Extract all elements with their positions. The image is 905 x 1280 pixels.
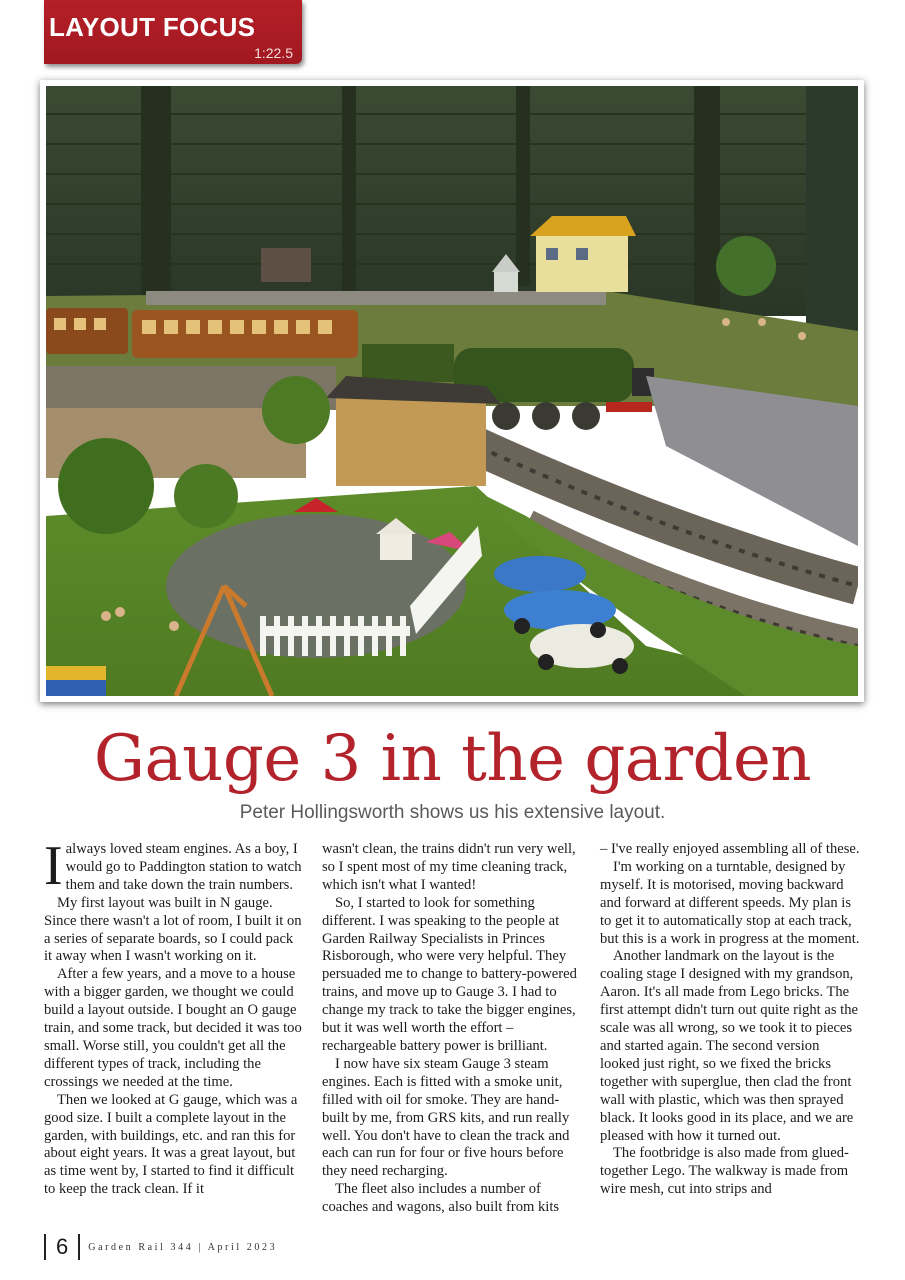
drop-cap: I: [44, 835, 63, 897]
page-number: 6: [56, 1234, 69, 1259]
paragraph: I'm working on a turntable, designed by myself. It is motorised, moving backward and forward at different speeds. My plan is to get it to automatically stop at each track, but this is a work in progress at the moment.: [600, 858, 860, 947]
paragraph: I now have six steam Gauge 3 steam engines. Each is fitted with a smoke unit, filled with oil for smoke. They are hand-built by me, from GRS kits, and run really well. You don't have to clean the track and each can run for four or five hours before they need recharging.: [322, 1055, 570, 1180]
page-footer: [44, 1232, 277, 1262]
paragraph: wasn't clean, the trains didn't run very well, so I spent most of my time cleaning track, which isn't what I wanted!: [322, 841, 576, 893]
article-standfirst: Peter Hollingsworth shows us his extensive layout.: [239, 802, 666, 823]
layout-photo: [40, 80, 864, 702]
paragraph: Then we looked at G gauge, which was a good size. I built a complete layout in the garden, with buildings, etc. and ran this for about eight years. It was a great layout, but as time went by, I started to find it difficult to keep the track clean. If it: [44, 1091, 298, 1198]
text-column-2: [322, 841, 582, 1217]
garden-railway-photo-icon: [46, 86, 858, 696]
paragraph: The footbridge is also made from glued-together Lego. The walkway is made from wire mesh, cut into strips and: [600, 1145, 849, 1198]
scale-label: 1:22.5: [254, 45, 293, 61]
paragraph: After a few years, and a move to a house with a bigger garden, we thought we could build a layout outside. I bought an O gauge train, and some track, but decided it was too small. Worse still, you couldn't get all the different types of track, including the crossings we needed at the time.: [44, 966, 302, 1090]
paragraph: So, I started to look for something different. I was speaking to the people at Garden Railway Specialists in Princes Risborough, who were very helpful. They persuaded me to change to battery-powered trains, and move up to Gauge 3. I had to change my track to take the bigger engines, but it was well worth the effort – rechargeable battery power is brilliant.: [322, 894, 577, 1054]
paragraph: – I've really enjoyed assembling all of these.: [600, 841, 860, 857]
paragraph: The fleet also includes a number of coaches and wagons, also built from kits: [322, 1181, 560, 1216]
paragraph: Another landmark on the layout is the coaling stage I designed with my grandson, Aaron. It's all made from Lego bricks. The first attempt didn't turn out quite right as the scale was all wrong, so we took it to pieces and started again. The second version looked just right, so we fixed the bricks together with superglue, then clad the front wall with plastic, which was then sprayed black. It looks good in its place, and we are pleased with how it turned out.: [600, 948, 858, 1144]
article-title: Gauge 3 in the garden: [93, 722, 812, 796]
section-tab: [44, 0, 302, 64]
paragraph: Ialways loved steam engines. As a boy, I would go to Paddington station to watch them and take down the train numbers.: [44, 835, 302, 897]
paragraph: My first layout was built in N gauge. Since there wasn't a lot of room, I built it on a series of separate boards, so I could pack it away when I wasn't working on it.: [44, 894, 302, 965]
section-label: LAYOUT FOCUS: [49, 12, 256, 42]
issue-line: Garden Rail 344 | April 2023: [88, 1241, 278, 1253]
text-column-3: [600, 841, 860, 1199]
text-column-1: [44, 835, 304, 1199]
